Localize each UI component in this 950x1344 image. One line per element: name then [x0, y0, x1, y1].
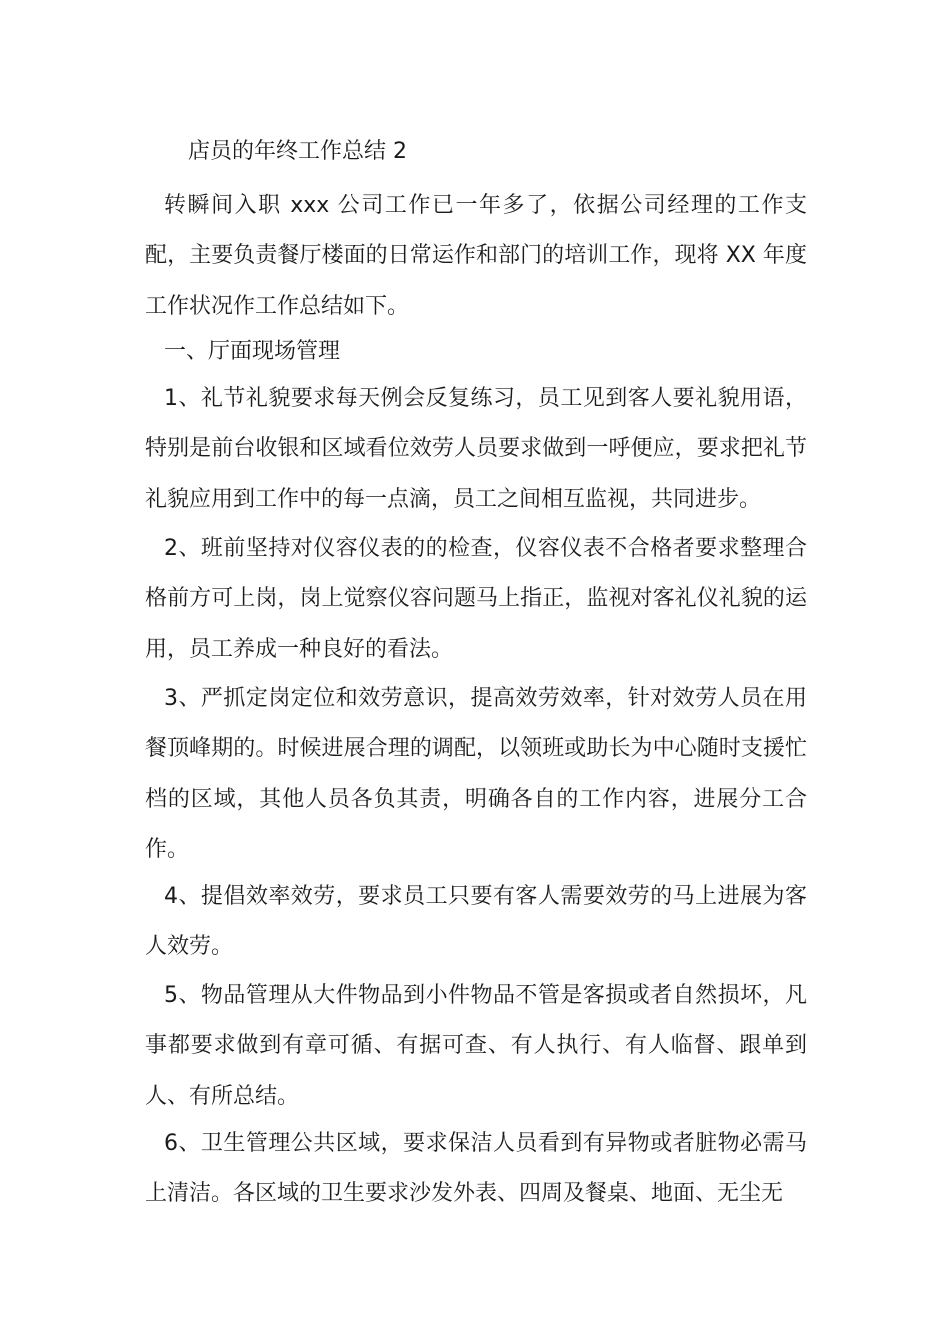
document-title: 店员的年终工作总结 2: [188, 139, 407, 164]
paragraph-item-5: 5、物品管理从大件物品到小件物品不管是客损或者自然损坏，凡事都要求做到有章可循、有据可查、有人执行、有人临督、跟单到人、有所总结。: [145, 983, 807, 1109]
paragraph-item-3: 3、严抓定岗定位和效劳意识，提高效劳效率，针对效劳人员在用餐顶峰期的。时候进展合理的调配，以领班或助长为中心随时支援忙档的区域，其他人员各负其责，明确各自的工作内容，进展分工合作。: [145, 686, 807, 862]
paragraph-intro: 转瞬间入职 xxx 公司工作已一年多了，依据公司经理的工作支配，主要负责餐厅楼面的日常运作和部门的培训工作，现将 XX 年度工作状况作工作总结如下。: [145, 193, 807, 319]
paragraph-item-4: 4、提倡效率效劳，要求员工只要有客人需要效劳的马上进展为客人效劳。: [145, 884, 807, 960]
paragraph-item-2: 2、班前坚持对仪容仪表的的检查，仪容仪表不合格者要求整理合格前方可上岗，岗上觉察仪容问题马上指正，监视对客礼仪礼貌的运用，员工养成一种良好的看法。: [145, 536, 807, 662]
paragraph-item-1: 1、礼节礼貌要求每天例会反复练习，员工见到客人要礼貌用语，特别是前台收银和区域看位效劳人员要求做到一呼便应，要求把礼节礼貌应用到工作中的每一点滴，员工之间相互监视，共同进步。: [145, 386, 807, 512]
paragraph-item-6: 6、卫生管理公共区域，要求保洁人员看到有异物或者脏物必需马上清洁。各区域的卫生要求沙发外表、四周及餐桌、地面、无尘无: [145, 1131, 807, 1207]
section-heading: 一、厅面现场管理: [164, 339, 341, 364]
